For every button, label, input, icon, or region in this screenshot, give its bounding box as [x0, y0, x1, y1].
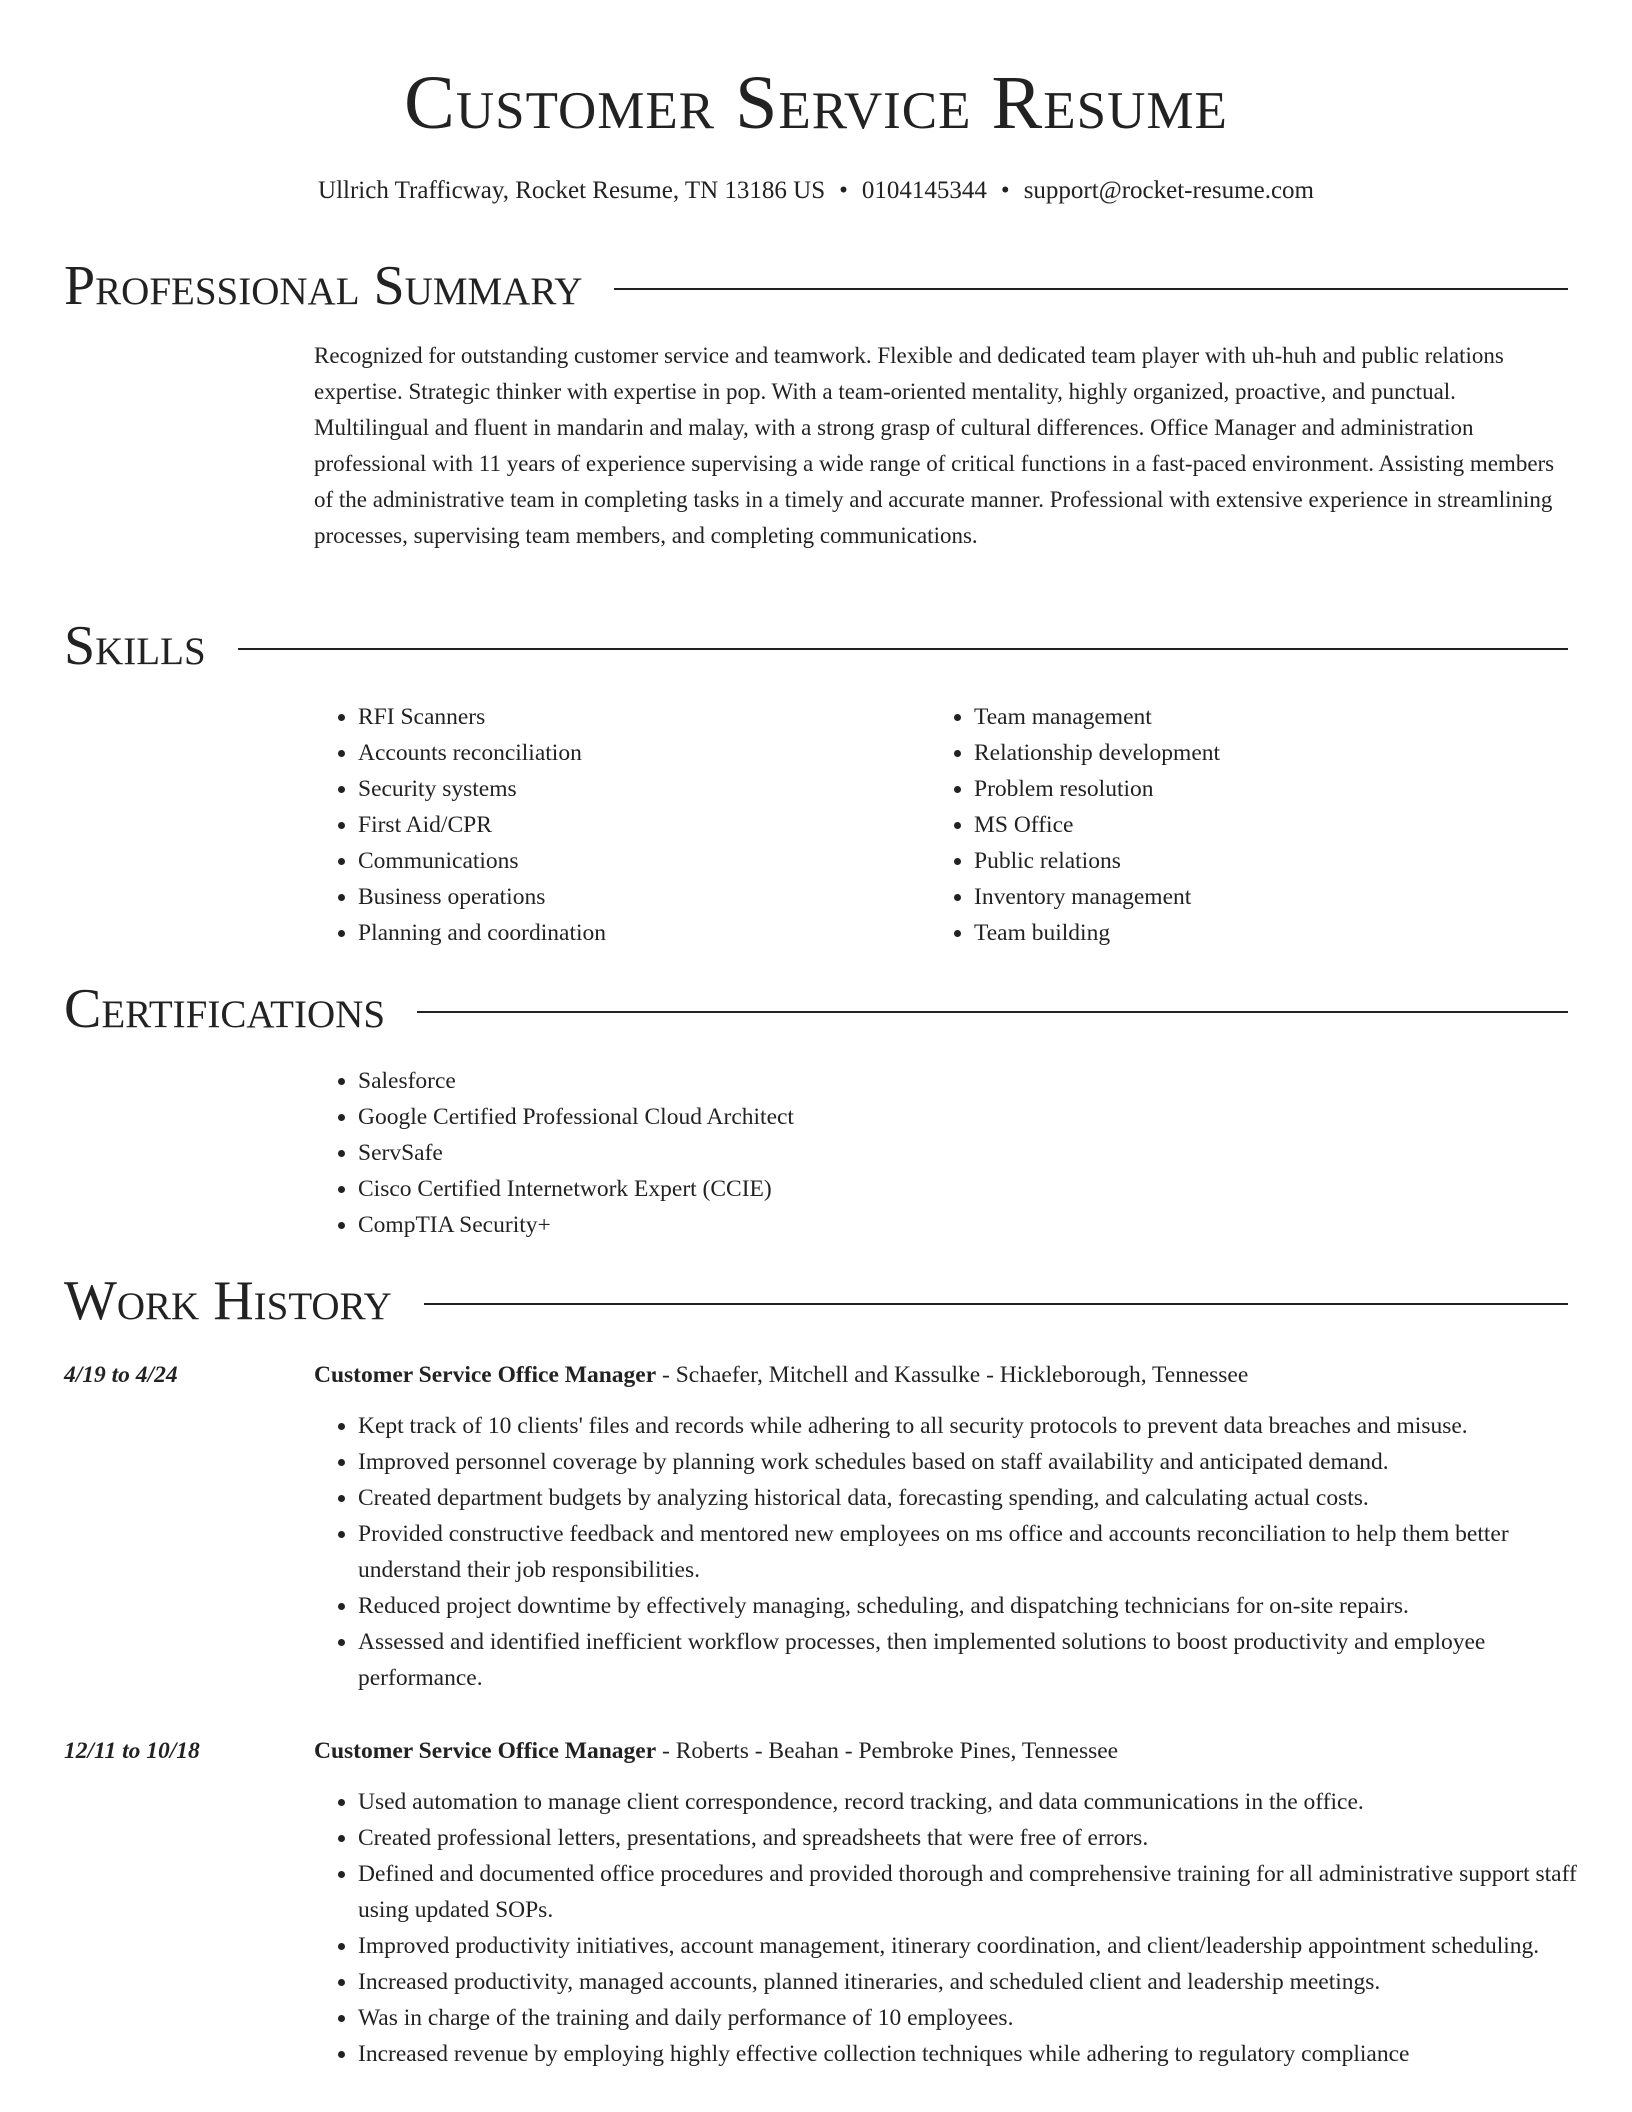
- certifications-list: [314, 1063, 1314, 1243]
- contact-email: support@rocket-resume.com: [1023, 177, 1314, 204]
- skill-item: • Business operations: [358, 879, 874, 915]
- responsibility-item: • Improved personnel coverage by planning work schedules based on staff availability and anticipated demand.: [358, 1444, 1584, 1480]
- skill-item: • MS Office: [974, 807, 1490, 843]
- job-header: [314, 1733, 1584, 1769]
- job-dates: 12/11 to 10/18: [64, 1738, 200, 1764]
- responsibility-item: • Was in charge of the training and daily performance of 10 employees.: [358, 2000, 1584, 2036]
- skills-section-header: [64, 614, 1568, 678]
- certifications-section-header: [64, 977, 1568, 1041]
- responsibility-item: • Kept track of 10 clients' files and records while adhering to all security protocols to prevent data breaches and misuse.: [358, 1408, 1584, 1444]
- job-responsibilities: [314, 1408, 1584, 1696]
- responsibility-item: • Defined and documented office procedures and provided thorough and comprehensive training for all administrative support staff using updated SOPs.: [358, 1856, 1584, 1928]
- responsibility-item: • Created department budgets by analyzing historical data, forecasting spending, and calculating actual costs.: [358, 1480, 1584, 1516]
- responsibility-item: • Assessed and identified inefficient workflow processes, then implemented solutions to boost productivity and employee performance.: [358, 1624, 1584, 1696]
- skill-item: • Security systems: [358, 771, 874, 807]
- job-header: [314, 1357, 1584, 1393]
- certifications-heading: Certifications: [64, 978, 386, 1040]
- contact-separator: •: [1000, 177, 1010, 204]
- job-dates: 4/19 to 4/24: [64, 1362, 178, 1388]
- summary-text: Recognized for outstanding customer service and teamwork. Flexible and dedicated team player with uh-huh and public relations expertise. Strategic thinker with expertise in pop. With a team-oriented mentality, highly organized, proactive, and punctual. Multilingual and fluent in mandarin and malay, with a strong grasp of cultural differences. Office Manager and administration professional with 11 years of experience supervising a wide range of critical functions in a fast-paced environment. Assisting members of the administrative team in completing tasks in a timely and accurate manner. Professional with extensive experience in streamlining processes, supervising team members, and completing communications.: [314, 343, 1555, 548]
- summary-section-header: [64, 254, 1568, 318]
- responsibility-item: • Reduced project downtime by effectively managing, scheduling, and dispatching technicians for on-site repairs.: [358, 1588, 1584, 1624]
- job-title: Customer Service Office Manager: [314, 1738, 657, 1764]
- work-history-section-header: [64, 1269, 1568, 1333]
- section-divider: [424, 1303, 1568, 1305]
- skill-item: • First Aid/CPR: [358, 807, 874, 843]
- certification-item: • Cisco Certified Internetwork Expert (CCIE): [358, 1171, 1314, 1207]
- skill-item: • Public relations: [974, 843, 1490, 879]
- responsibility-item: • Increased productivity, managed accounts, planned itineraries, and scheduled client and leadership meetings.: [358, 1964, 1584, 2000]
- section-divider: [417, 1011, 1568, 1013]
- responsibility-item: • Improved productivity initiatives, account management, itinerary coordination, and client/leadership appointment scheduling.: [358, 1928, 1584, 1964]
- responsibility-item: • Provided constructive feedback and mentored new employees on ms office and accounts reconciliation to help them better understand their job responsibilities.: [358, 1516, 1584, 1588]
- skills-column-right: [930, 699, 1490, 951]
- work-history-heading: Work History: [64, 1270, 392, 1332]
- skill-item: • Team management: [974, 699, 1490, 735]
- certification-item: • ServSafe: [358, 1135, 1314, 1171]
- skill-item: • Inventory management: [974, 879, 1490, 915]
- contact-separator: •: [839, 177, 848, 204]
- skills-heading: Skills: [64, 615, 206, 677]
- job-title: Customer Service Office Manager: [314, 1362, 657, 1388]
- skill-item: • Team building: [974, 915, 1490, 951]
- certification-item: • Salesforce: [358, 1063, 1314, 1099]
- responsibility-item: • Used automation to manage client correspondence, record tracking, and data communications in the office.: [358, 1784, 1584, 1820]
- certification-item: • Google Certified Professional Cloud Architect: [358, 1099, 1314, 1135]
- certification-item: • CompTIA Security+: [358, 1207, 1314, 1243]
- summary-heading: Professional Summary: [64, 255, 583, 317]
- skill-item: • Communications: [358, 843, 874, 879]
- skills-column-left: [314, 699, 874, 951]
- section-divider: [238, 648, 1568, 650]
- responsibility-item: • Created professional letters, presentations, and spreadsheets that were free of errors.: [358, 1820, 1584, 1856]
- section-divider: [614, 288, 1568, 290]
- skill-item: • RFI Scanners: [358, 699, 874, 735]
- job-employer-location: - Schaefer, Mitchell and Kassulke - Hickleborough, Tennessee: [656, 1362, 1249, 1388]
- resume-title: Customer Service Resume: [404, 61, 1228, 145]
- contact-address: Ullrich Trafficway, Rocket Resume, TN 13186 US: [318, 177, 826, 204]
- contact-phone: 0104145344: [861, 177, 987, 204]
- skill-item: • Problem resolution: [974, 771, 1490, 807]
- job-responsibilities: [314, 1784, 1584, 2072]
- contact-line: [0, 174, 1632, 208]
- skill-item: • Accounts reconciliation: [358, 735, 874, 771]
- responsibility-item: • Increased revenue by employing highly effective collection techniques while adhering to regulatory compliance: [358, 2036, 1584, 2072]
- skill-item: • Planning and coordination: [358, 915, 874, 951]
- job-employer-location: - Roberts - Beahan - Pembroke Pines, Tennessee: [656, 1738, 1119, 1764]
- skill-item: • Relationship development: [974, 735, 1490, 771]
